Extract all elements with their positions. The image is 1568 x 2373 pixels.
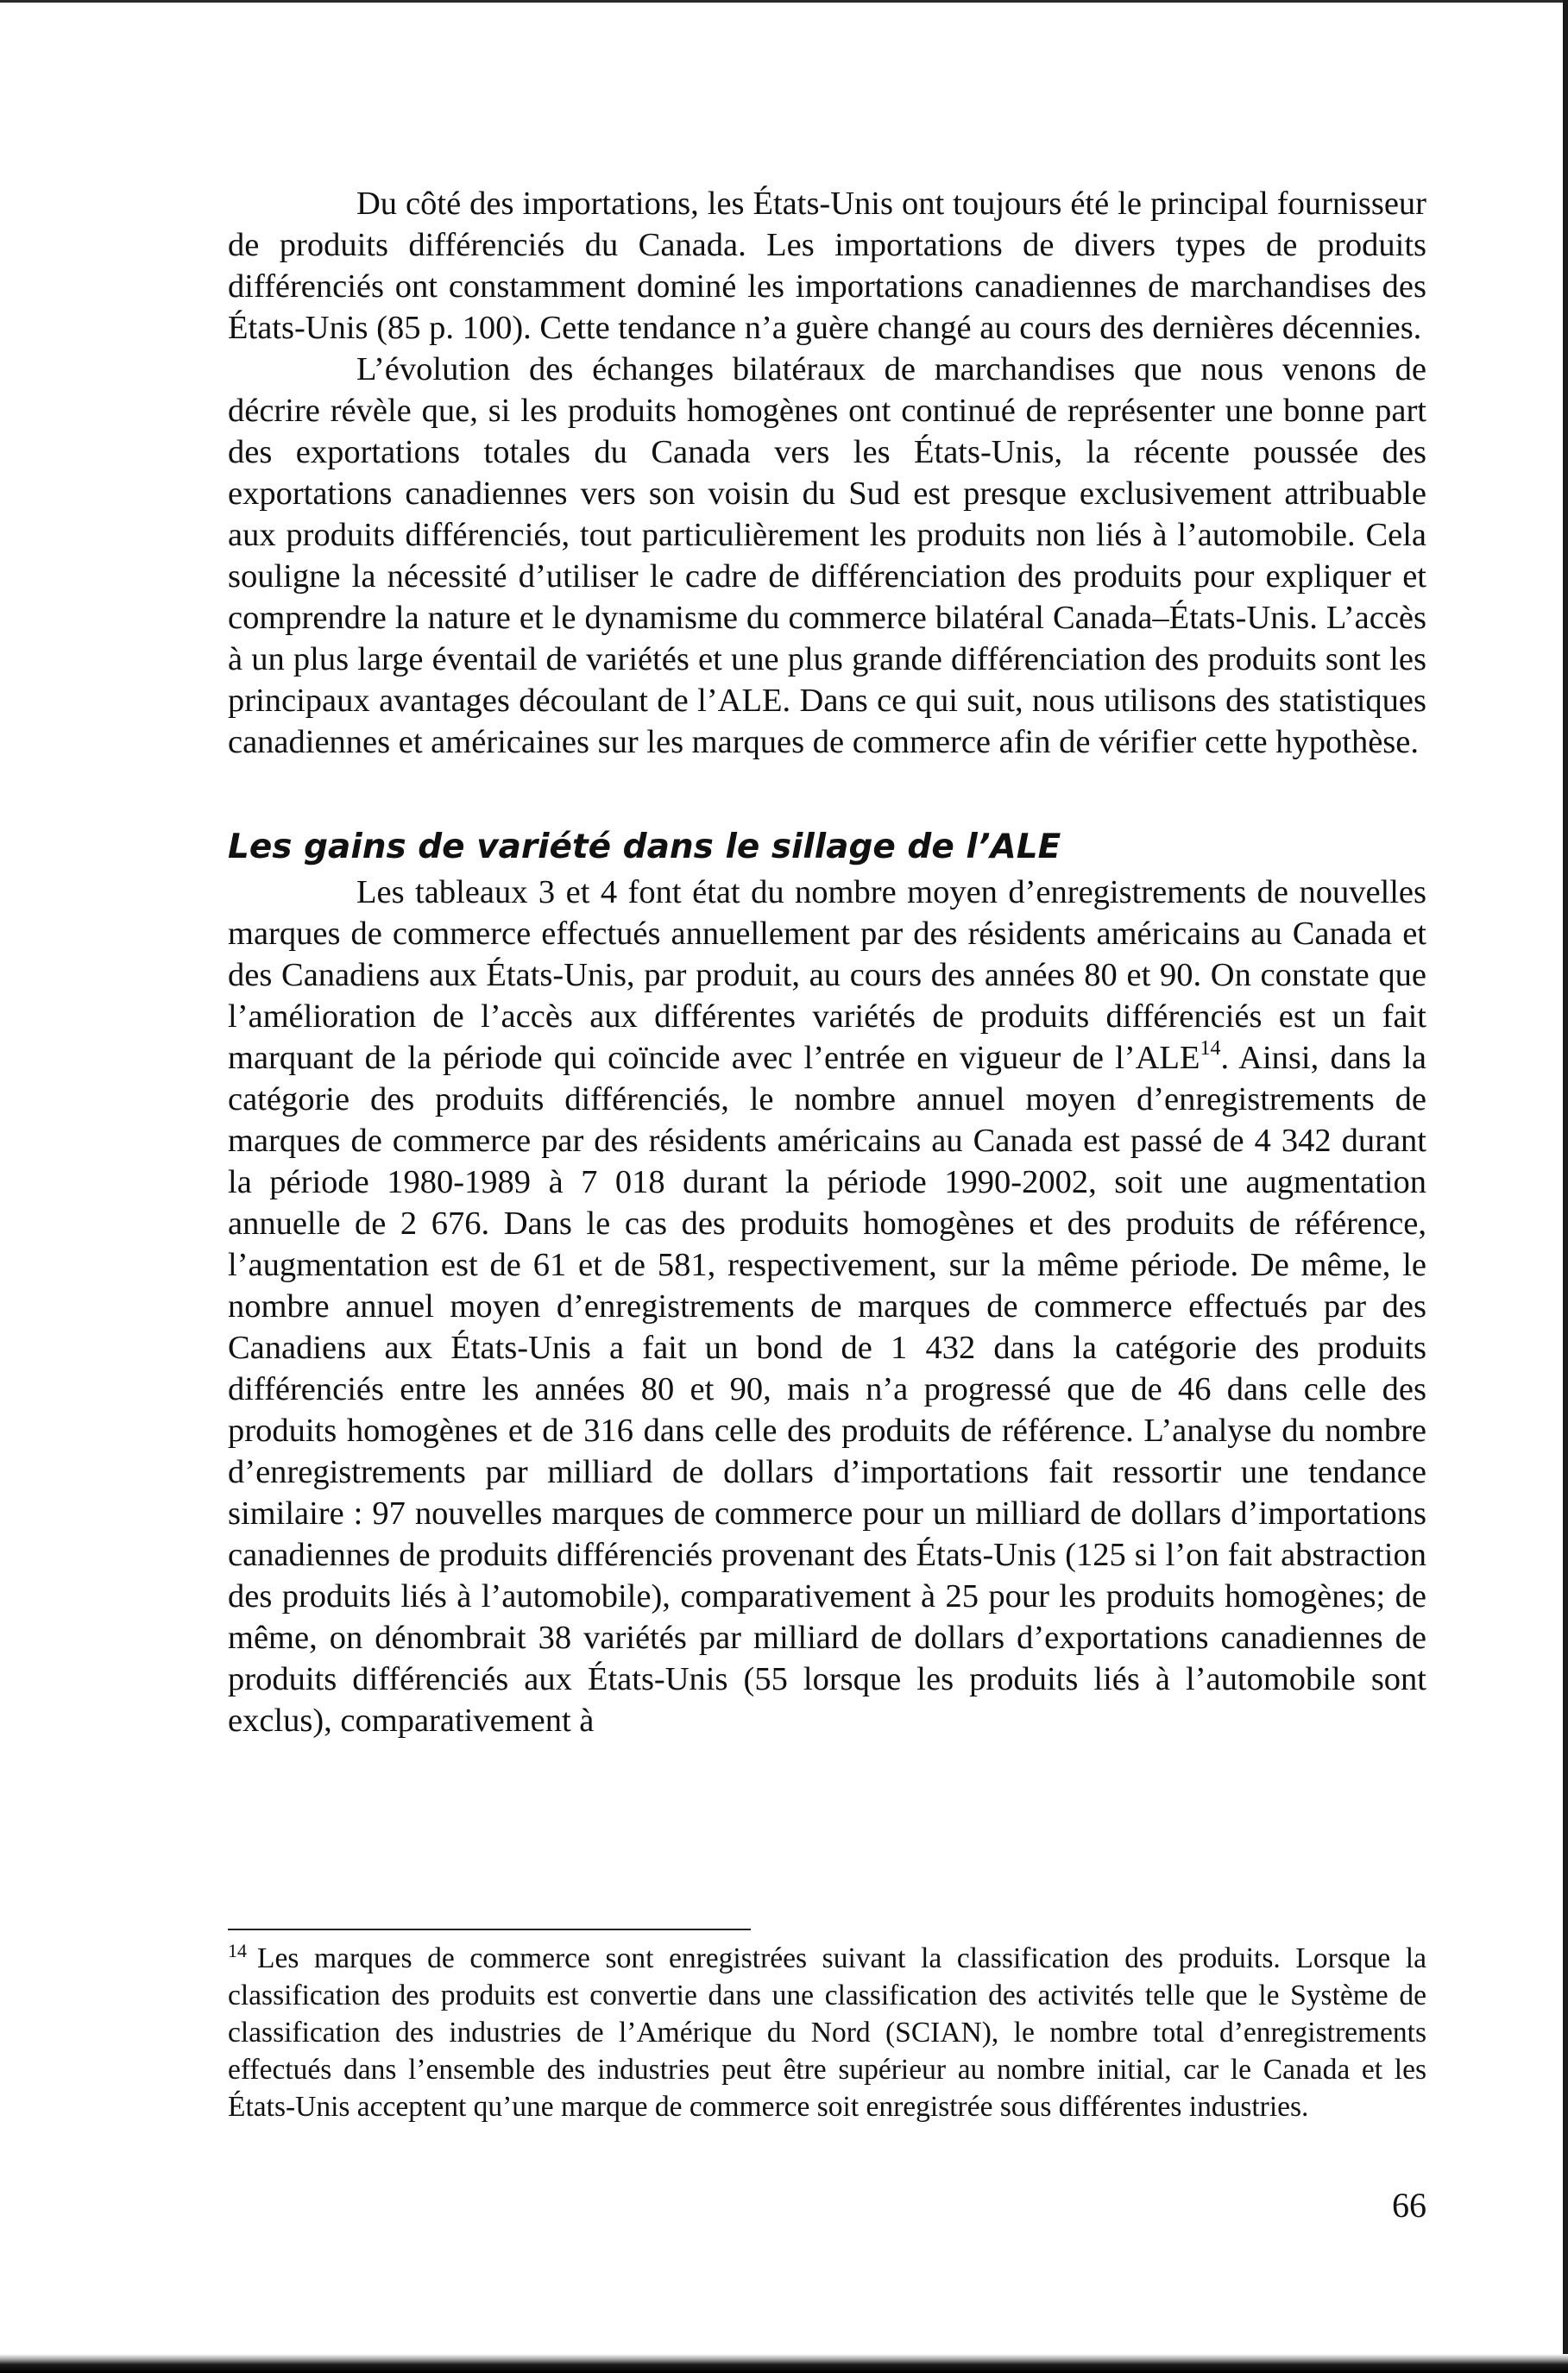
scan-top-edge [0, 0, 1568, 3]
body-paragraph-1: Du côté des importations, les États-Unis ont toujours été le principal fournisseur de produits différenciés du Canada. Les importations de divers types de produits différenciés ont constamment dominé les importations canadiennes de marchandises des États-Unis (85 p. 100). Cette tendance n’a guère changé au cours des dernières décennies. [228, 186, 1426, 346]
footnote-reference: 14 [1200, 1037, 1221, 1061]
footnote-number: 14 [228, 1939, 247, 1961]
body-paragraph-3 [228, 872, 1426, 1741]
section-heading: Les gains de variété dans le sillage de l’ALE [228, 828, 1061, 866]
body-paragraph-2: L’évolution des échanges bilatéraux de marchandises que nous venons de décrire révèle que, si les produits homogènes ont continué de représenter une bonne part des exportations totales du Canada vers les États-Unis, la récente poussée des exportations canadiennes vers son voisin du Sud est presque exclusivement attribuable aux produits différenciés, tout particulièrement les produits non liés à l’automobile. Cela souligne la nécessité d’utiliser le cadre de différenciation des produits pour expliquer et comprendre la nature et le dynamisme du commerce bilatéral Canada–États-Unis. L’accès à un plus large éventail de variétés et une plus grande différenciation des produits sont les principaux avantages découlant de l’ALE. Dans ce qui suit, nous utilisons des statistiques canadiennes et américaines sur les marques de commerce afin de vérifier cette hypothèse. [228, 351, 1426, 760]
page-number: 66 [1392, 2186, 1426, 2225]
paragraph-3-part-2: . Ainsi, dans la catégorie des produits différenciés, le nombre annuel moyen d’enregistrements de marques de commerce par des résidents américains au Canada est passé de 4 342 durant la période 1980-1989 à 7 018 durant la période 1990-2002, soit une augmentation annuelle de 2 676. Dans le cas des produits homogènes et des produits de référence, l’augmentation est de 61 et de 581, respectivement, sur la même période. De même, le nombre annuel moyen d’enregistrements de marques de commerce effectués par des Canadiens aux États-Unis a fait un bond de 1 432 dans la catégorie des produits différenciés entre les années 80 et 90, mais n’a progressé que de 46 dans celle des produits homogènes et de 316 dans celle des produits de référence. L’analyse du nombre d’enregistrements par milliard de dollars d’importations fait ressortir une tendance similaire : 97 nouvelles marques de commerce pour un milliard de dollars d’importations canadiennes de produits différenciés provenant des États-Unis (125 si l’on fait abstraction des produits liés à l’automobile), comparativement à 25 pour les produits homogènes; de même, on dénombrait 38 variétés par milliard de dollars d’exportations canadiennes de produits différenciés aux États-Unis (55 lorsque les produits liés à l’automobile sont exclus), comparativement à [228, 1040, 1426, 1739]
page-body [228, 183, 1426, 1741]
footnote [228, 1940, 1426, 2125]
footnote-text: Les marques de commerce sont enregistrées suivant la classification des produits. Lorsque la classification des produits est convertie dans une classification des activités telle que le Système de classification des industries de l’Amérique du Nord (SCIAN), le nombre total d’enregistrements effectués dans l’ensemble des industries peut être supérieur au nombre initial, car le Canada et les États-Unis acceptent qu’une marque de commerce soit enregistrée sous différentes industries. [228, 1942, 1426, 2123]
footnote-separator [228, 1929, 751, 1930]
scan-right-edge [1563, 0, 1568, 2373]
paragraph-3-part-1: Les tableaux 3 et 4 font état du nombre moyen d’enregistrements de nouvelles marques de commerce effectués annuellement par des résidents américains au Canada et des Canadiens aux États-Unis, par produit, au cours des années 80 et 90. On constate que l’amélioration de l’accès aux différentes variétés de produits différenciés est un fait marquant de la période qui coïncide avec l’entrée en vigueur de l’ALE [228, 874, 1426, 1076]
scan-bottom-edge [0, 2354, 1568, 2373]
